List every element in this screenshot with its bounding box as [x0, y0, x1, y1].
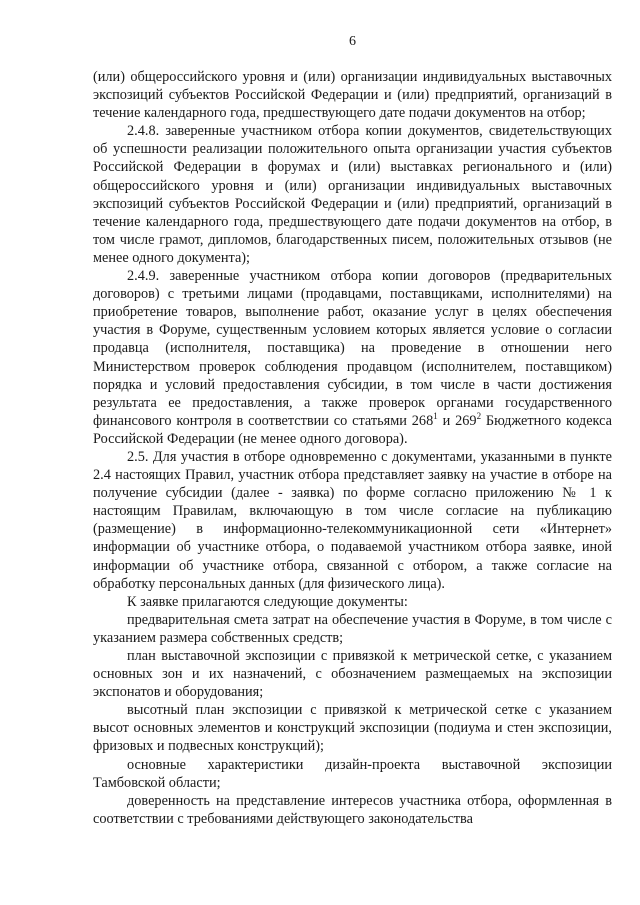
paragraph-continuation: (или) общероссийского уровня и (или) организации индивидуальных выставочных экспозиций субъектов Российской Федерации и (или) предприятий, организаций в течение календарного года, предшествующего дате подачи документов на отбор; [93, 69, 612, 122]
paragraph-2-4-9 [93, 267, 612, 448]
paragraph-2-4-9-text-middle: и 269 [437, 412, 477, 429]
paragraph-2-5: 2.5. Для участия в отборе одновременно с документами, указанными в пункте 2.4 настоящих Правил, участник отбора представляет заявку на участие в отборе на получение субсидии (далее - заявка) по форме согласно приложению № 1 к настоящим Правилам, включающую в том числе согласие на публикацию (размещение) в информационно-телекоммуникационной сети «Интернет» информации об участнике отбора, о подаваемой участником отбора заявке, иной информации об участнике отбора, связанной с отбором, а также согласие на обработку персональных данных (для физического лица). [93, 448, 612, 592]
superscript-2: 2 [476, 411, 482, 422]
paragraph-2-4-9-text-after: Бюджетного кодекса Российской Федерации (не менее одного договора). [93, 412, 613, 447]
paragraph-design-project: основные характеристики дизайн-проекта выставочной экспозиции Тамбовской области; [93, 756, 612, 791]
paragraph-power-of-attorney: доверенность на представление интересов участника отбора, оформленная в соответствии с требованиями действующего законодательства [93, 792, 612, 827]
paragraph-exposition-plan: план выставочной экспозиции с привязкой к метрической сетке, с указанием основных зон и их назначений, с обозначением размещаемых на экспозиции экспонатов и оборудования; [93, 648, 612, 701]
paragraph-attachments-intro: К заявке прилагаются следующие документы: [127, 593, 408, 610]
paragraph-2-4-9-text-before: 2.4.9. заверенные участником отбора копии договоров (предварительных договоров) с третьими лицами (продавцами, поставщиками, исполнителями) на приобретение товаров, выполнение работ, оказание услуг в целях обеспечения участия в Форуме, существенным условием которых является условие о согласии продавца (исполнителя, поставщика) на проведение в отношении него Министерством проверок соблюдения продавцом (исполнителем, поставщиком) порядка и условий предоставления субсидии, в том числе в части достижения результата ее предоставления, а также проверок органами государственного финансового контроля в соответствии со статьями 268 [93, 268, 612, 429]
paragraph-2-4-8: 2.4.8. заверенные участником отбора копии документов, свидетельствующих об успешности реализации положительного опыта организации участия субъектов Российской Федерации в форумах и (или) выставках регионального и (или) общероссийского уровня и (или) организации индивидуальных выставочных экспозиций субъектов Российской Федерации и (или) предприятий, организаций в течение календарного года, предшествующего дате подачи документов на отбор, в том числе грамот, дипломов, благодарственных писем, положительных отзывов (не менее одного документа); [93, 123, 612, 266]
page-number: 6 [349, 34, 356, 49]
document-body [93, 68, 612, 828]
paragraph-cost-estimate: предварительная смета затрат на обеспечение участия в Форуме, в том числе с указанием размера собственных средств; [93, 611, 612, 646]
paragraph-height-plan: высотный план экспозиции с привязкой к метрической сетке с указанием высот основных элементов и конструкций экспозиции (подиума и стен экспозиции, фризовых и подвесных конструкций); [93, 702, 612, 755]
superscript-1: 1 [433, 411, 438, 422]
